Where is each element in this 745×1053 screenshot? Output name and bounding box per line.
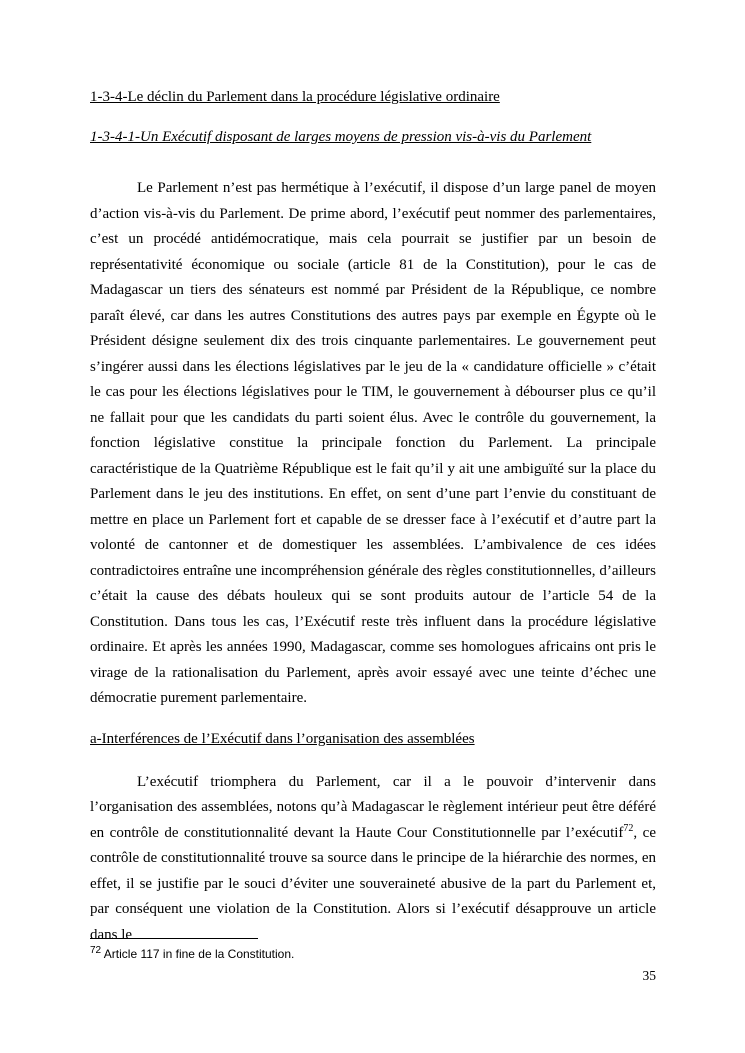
paragraph-1-text: Le Parlement n’est pas hermétique à l’exécutif, il dispose d’un large panel de moyen d’action vis-à-vis du Parlement. De prime abord, l’exécutif peut nommer des parlementaires, c’est un procédé antidémocratique, mais cela pourrait se justifier par un besoin de représentativité économique ou sociale (article 81 de la Constitution), pour le cas de Madagascar un tiers des sénateurs est nommé par Président de la République, ce nombre paraît élevé, car dans les autres Constitutions des autres pays par exemple en Égypte où le Président désigne seulement dix des trois cinquante parlementaires. Le gouvernement peut s’ingérer aussi dans les élections législatives par le jeu de la « candidature officielle » c’était le cas pour les élections législatives pour le TIM, le gouvernement à débourser plus ce qu’il ne fallait pour que les candidats du parti soient élus. Avec le contrôle du gouvernement, la fonction législative constitue la principale fonction du Parlement. La principale caractéristique de la Quatrième République est le fait qu’il y ait une ambiguïté sur la place du Parlement dans le jeu des institutions. En effet, on sent d’une part l’envie du constituant de mettre en place un Parlement fort et capable de se dresser face à l’exécutif et d’autre part la volonté de cantonner et de domestiquer les assemblées. L’ambivalence de ces idées contradictoires entraîne une incompréhension générale des règles constitutionnelles, d’ailleurs c’était la cause des débats houleux qui se sont produits autour de l’article 54 de la Constitution. Dans tous les cas, l’Exécutif reste très influent dans la procédure législative ordinaire. Et après les années 1990, Madagascar, comme ses homologues africains ont pris le virage de la rationalisation du Parlement, après avoir essayé avec une teinte d’échec une démocratie purement parlementaire. (90, 180, 656, 706)
sub-heading-a: a-Interférences de l’Exécutif dans l’organisation des assemblées (90, 730, 475, 747)
subsection-heading: 1-3-4-1-Un Exécutif disposant de larges moyens de pression vis-à-vis du Parlement (90, 129, 592, 145)
page-content (90, 84, 656, 960)
section-heading: 1-3-4-Le déclin du Parlement dans la procédure législative ordinaire (90, 89, 500, 105)
paragraph-2-text-1: L’exécutif triomphera du Parlement, car il a le pouvoir d’intervenir dans l’organisation des assemblées, notons qu’à Madagascar le règlement intérieur peut être déféré en contrôle de constitutionnalité devant la Haute Cour Constitutionnelle par l’exécutif (90, 773, 656, 841)
paragraph-1 (90, 176, 656, 712)
footnote-number: 72 (90, 945, 102, 956)
paragraph-2-text-2: , ce contrôle de constitutionnalité trouve sa source dans le principe de la hiérarchie des normes, en effet, il se justifie par le souci d’éviter une souveraineté abusive de la part du Parlement et, par conséquent une violation de la Constitution. Alors si l’exécutif désapprouve un article dans le (90, 824, 656, 943)
footnote-text: Article 117 in fine de la Constitution. (103, 947, 295, 961)
page-number: 35 (642, 968, 656, 983)
footnote-reference: 72 (623, 822, 634, 834)
footnote (90, 946, 656, 962)
footnote-area (90, 938, 656, 962)
paragraph-2 (90, 770, 656, 949)
footnote-separator (90, 938, 258, 939)
